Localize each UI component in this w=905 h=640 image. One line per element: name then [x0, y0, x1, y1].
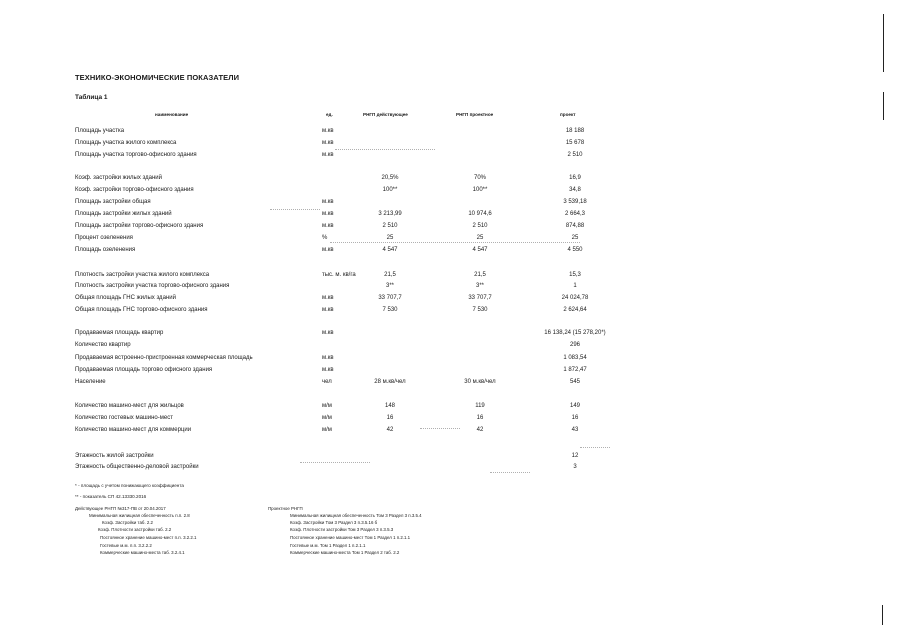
row-name: Площадь застройки жилых зданий [75, 211, 172, 217]
row-unit: м.кв [322, 199, 334, 205]
row-existing-value: 2 510 [382, 223, 398, 229]
row-name: Площадь участка торгово-офисного здания [75, 152, 197, 158]
row-project-value: 149 [569, 403, 580, 409]
column-header-project: проект [560, 112, 576, 117]
row-name: Этажность жилой застройки [75, 453, 154, 459]
row-name: Площадь застройки торгово-офисного здания [75, 223, 204, 229]
row-existing-value: 3 213,99 [378, 211, 402, 217]
row-existing-value: 33 707,7 [378, 295, 402, 301]
row-project-value: 43 [571, 427, 579, 433]
row-project-value: 1 083,54 [563, 355, 587, 361]
row-project-value: 2 624,64 [563, 307, 587, 313]
row-project-value: 16 138,24 (15 278,20*) [544, 330, 606, 336]
row-proposed-value: 33 707,7 [468, 295, 492, 301]
table-row [0, 221, 905, 231]
table-row [0, 173, 905, 183]
row-unit: м.кв [322, 367, 334, 373]
row-name: Плотность застройки участка жилого комплекса [75, 272, 210, 278]
table-row [0, 138, 905, 148]
row-existing-value: 100** [382, 187, 398, 193]
table-row [0, 462, 905, 472]
row-project-value: 18 188 [565, 128, 585, 134]
table-row [0, 377, 905, 387]
row-name: Количество машино-мест для коммерции [75, 427, 192, 433]
refs-left-title: Действующее РНГП №317-ПВ от 20.04.2017 [75, 506, 166, 511]
table-row [0, 293, 905, 303]
refs-left-item: Постоянное хранение машино-мест п.п. 3.2.2.1 [100, 535, 197, 540]
page-border-line [882, 605, 883, 625]
column-header-existing: РНГП действующее [363, 112, 408, 117]
table-row [0, 209, 905, 219]
row-existing-value: 3** [385, 283, 394, 289]
row-unit: м.кв [322, 295, 334, 301]
row-proposed-value: 10 974,6 [468, 211, 492, 217]
row-project-value: 16,9 [569, 175, 581, 181]
row-name: Количество гостевых машино-мест [75, 415, 173, 421]
row-name: Площадь участка [75, 128, 125, 134]
row-existing-value: 28 м.кв/чел [374, 379, 406, 385]
table-row [0, 245, 905, 255]
scan-artifact [335, 149, 435, 150]
row-unit: м.кв [322, 307, 334, 313]
footnote-1: * - площадь с учетом понижающего коэффициента [75, 483, 184, 488]
refs-right-item: Постоянное хранение машино-мест Том 1 Раздел 1 п.2.1.1 [290, 535, 411, 540]
row-project-value: 15 678 [565, 140, 585, 146]
row-name: Площадь участка жилого комплекса [75, 140, 177, 146]
row-name: Общая площадь ГНС торгово-офисного здания [75, 307, 208, 313]
row-project-value: 874,88 [565, 223, 585, 229]
row-project-value: 296 [569, 342, 580, 348]
refs-right-title: Проектное РНГП [268, 506, 303, 511]
refs-left-item: Коммерческие машино-места таб. 3.2.4.1 [100, 550, 185, 555]
row-project-value: 3 539,18 [563, 199, 587, 205]
table-row [0, 185, 905, 195]
scan-artifact [580, 447, 610, 448]
row-unit: м.кв [322, 330, 334, 336]
row-unit: м.кв [322, 140, 334, 146]
row-project-value: 2 510 [567, 152, 583, 158]
row-unit: м.кв [322, 355, 334, 361]
column-header-proposed: РНГП проектное [456, 112, 494, 117]
refs-left-item: Коэф. Плотности застройки таб. 2.2 [98, 527, 172, 532]
row-name: Площадь застройки общая [75, 199, 151, 205]
row-unit: м/м [322, 427, 332, 433]
column-header-name: наименование [155, 112, 189, 117]
row-name: Население [75, 379, 106, 385]
row-name: Плотность застройки участка торгово-офисного здания [75, 283, 230, 289]
row-name: Общая площадь ГНС жилых зданий [75, 295, 176, 301]
table-row [0, 451, 905, 461]
scan-artifact [300, 462, 370, 463]
row-existing-value: 7 530 [382, 307, 398, 313]
table-row [0, 126, 905, 136]
refs-right-item: Гостевые м.м. Том 1 Раздел 1 п.2.1.1 [290, 543, 366, 548]
row-proposed-value: 119 [475, 403, 485, 409]
row-proposed-value: 7 530 [472, 307, 488, 313]
refs-left-item: Коэф. Застройки таб. 2.2 [102, 520, 153, 525]
row-proposed-value: 70% [473, 175, 486, 181]
row-proposed-value: 4 547 [472, 247, 488, 253]
row-existing-value: 148 [384, 403, 395, 409]
row-project-value: 34,8 [569, 187, 581, 193]
row-name: Количество квартир [75, 342, 131, 348]
row-existing-value: 21,5 [384, 272, 396, 278]
table-row [0, 413, 905, 423]
row-proposed-value: 2 510 [472, 223, 488, 229]
row-existing-value: 4 547 [382, 247, 398, 253]
row-name: Продаваемая встроенно-пристроенная коммерческая площадь [75, 355, 253, 361]
refs-left-item: Гостевые м.м. п.п. 3.2.2.2 [100, 543, 152, 548]
row-existing-value: 20,5% [381, 175, 399, 181]
row-name: Продаваемая площадь торгово офисного здания [75, 367, 213, 373]
table-row [0, 340, 905, 350]
row-project-value: 15,3 [569, 272, 581, 278]
row-project-value: 24 024,78 [561, 295, 589, 301]
row-existing-value: 42 [386, 427, 394, 433]
table-row [0, 150, 905, 160]
page-title: ТЕХНИКО-ЭКОНОМИЧЕСКИЕ ПОКАЗАТЕЛИ [75, 73, 240, 82]
refs-right-item: Коэф. Плотности застройки Том 3 Раздел 3 п.3.5.3 [290, 527, 394, 532]
scan-artifact [420, 428, 460, 429]
scan-artifact [270, 209, 320, 210]
row-project-value: 12 [571, 453, 579, 459]
row-name: Процент озеленения [75, 235, 133, 241]
row-name: Количество машино-мест для жильцов [75, 403, 184, 409]
table-row [0, 353, 905, 363]
refs-right-item: Коммерческие машино-места Том 1 Раздел 2 таб. 2.2 [290, 550, 400, 555]
row-project-value: 2 664,3 [564, 211, 586, 217]
row-unit: чел [322, 379, 332, 385]
refs-right-item: Минимальная жилищная обеспеченность Том 3 Раздел 3 п.3.5.4 [290, 513, 422, 518]
row-proposed-value: 25 [476, 235, 484, 241]
row-unit: м/м [322, 403, 332, 409]
footnote-2: ** - показатель СП 42.13330.2016 [75, 494, 147, 499]
row-name: Площадь озеленения [75, 247, 136, 253]
row-project-value: 1 872,47 [563, 367, 587, 373]
row-proposed-value: 30 м.кв/чел [464, 379, 496, 385]
column-header-unit: ед. [326, 112, 333, 117]
row-existing-value: 25 [386, 235, 394, 241]
table-row [0, 425, 905, 435]
row-proposed-value: 3** [475, 283, 484, 289]
refs-right-item: Коэф. Застройки Том 3 Раздел 3 п.3.5.16 б [290, 520, 378, 525]
refs-left-item: Минимальная жилищная обеспеченность п.п. 2.8 [89, 513, 190, 518]
table-row [0, 328, 905, 338]
page-border-line [883, 14, 884, 72]
row-proposed-value: 100** [472, 187, 488, 193]
table-label: Таблица 1 [75, 94, 108, 101]
table-row [0, 305, 905, 315]
table-row [0, 281, 905, 291]
table-row [0, 365, 905, 375]
row-name: Этажность общественно-деловой застройки [75, 464, 199, 470]
row-unit: м.кв [322, 211, 334, 217]
row-project-value: 16 [571, 415, 579, 421]
row-project-value: 545 [569, 379, 580, 385]
row-proposed-value: 21,5 [474, 272, 486, 278]
row-unit: м.кв [322, 152, 334, 158]
row-unit: м/м [322, 415, 332, 421]
row-project-value: 3 [573, 464, 577, 470]
row-project-value: 25 [571, 235, 579, 241]
row-unit: тыс. м. кв/га [322, 272, 356, 278]
table-row [0, 401, 905, 411]
scan-artifact [330, 242, 580, 243]
row-unit: м.кв [322, 223, 334, 229]
table-row [0, 270, 905, 280]
row-unit: м.кв [322, 128, 334, 134]
row-proposed-value: 16 [476, 415, 484, 421]
row-proposed-value: 42 [476, 427, 484, 433]
row-project-value: 4 550 [567, 247, 583, 253]
row-unit: м.кв [322, 247, 334, 253]
row-unit: % [322, 235, 328, 241]
scan-artifact [490, 472, 530, 473]
table-row [0, 197, 905, 207]
row-name: Продаваемая площадь квартир [75, 330, 164, 336]
row-existing-value: 16 [386, 415, 394, 421]
row-name: Коэф. застройки жилых зданий [75, 175, 162, 181]
row-name: Коэф. застройки торгово-офисного здания [75, 187, 194, 193]
page-border-line [883, 92, 884, 120]
row-project-value: 1 [573, 283, 577, 289]
